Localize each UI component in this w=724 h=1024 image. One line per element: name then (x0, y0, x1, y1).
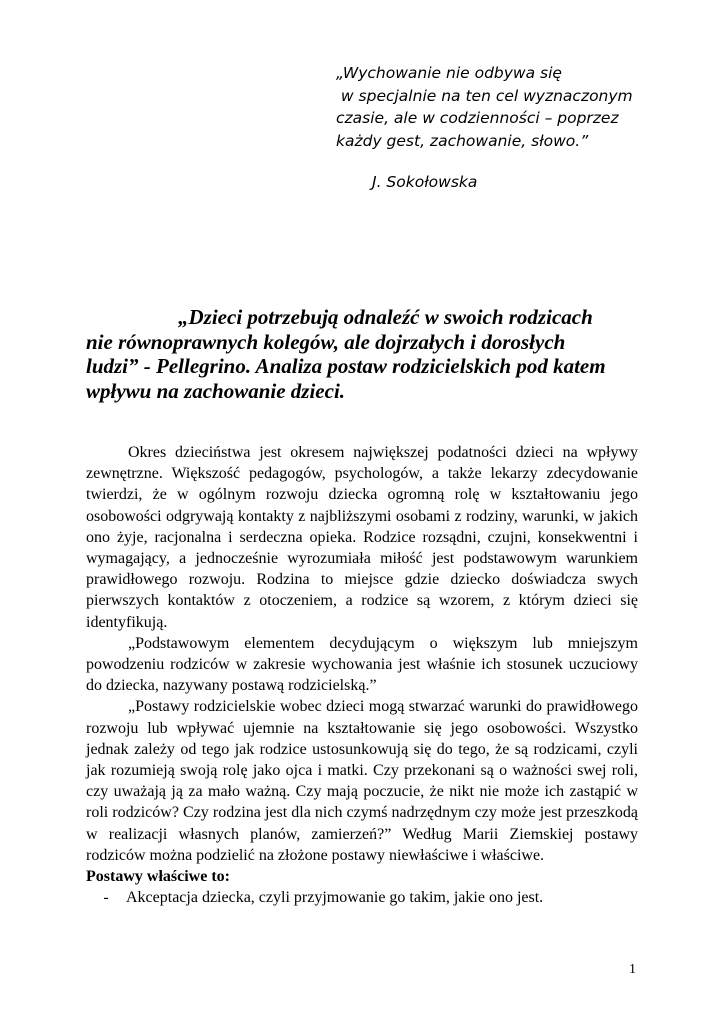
title-line: nie równoprawnych kolegów, ale dojrzałych i dorosłych (86, 329, 566, 354)
paragraph: Okres dzieciństwa jest okresem największej podatności dzieci na wpływy zewnętrzne. Większość pedagogów, psychologów, a także lekarzy zdecydowanie twierdzi, że w ogólnym rozwoju dziecka ogromną rolę w kształtowaniu jego osobowości odgrywają kontakty z najbliższymi osobami z rodziny, warunki, w jakich ono żyje, racjonalna i serdeczna opieka. Rodzice rozsądni, czujni, konsekwentni i wymagający, a jednocześnie wyrozumiała miłość jest podstawowym warunkiem prawidłowego rozwoju. Rodzina to miejsce gdzie dziecko doświadcza swych pierwszych kontaktów z otoczeniem, a rodzice są wzorem, z którym dzieci się identyfikują. (86, 444, 638, 631)
page-number: 1 (629, 962, 636, 977)
epigraph-quote (336, 62, 666, 194)
paragraph: „Postawy rodzicielskie wobec dzieci mogą stwarzać warunki do prawidłowego rozwoju lub wpływać ujemnie na kształtowanie się jego osobowości. Wszystko jednak zależy od tego jak rodzice ustosunkowują się do tego, że są rodzicami, czyli jak rozumieją swoją rolę jako ojca i matki. Czy przekonani są o ważności swej roli, czy uważają ją za mało ważną. Czy mają poczucie, że nikt nie może ich zastąpić w roli rodziców? Czy rodzina jest dla nich czymś nadrzędnym czy może jest przeszkodą w realizacji własnych planów, zamierzeń?” Według Marii Ziemskiej postawy rodziców można podzielić na złożone postawy niewłaściwe i właściwe. (86, 698, 638, 864)
epigraph-line: każdy gest, zachowanie, słowo.” (336, 131, 589, 150)
epigraph-line: w specjalnie na ten cel wyznaczonym (336, 86, 633, 105)
epigraph-line: „Wychowanie nie odbywa się (336, 64, 562, 82)
list-item (86, 887, 638, 908)
section-subheading: Postawy właściwe to: (86, 868, 230, 886)
list-item-text: Akceptacja dziecka, czyli przyjmowanie go takim, jakie ono jest. (126, 889, 544, 907)
title-line: „Dzieci potrzebują odnaleźć w swoich rodzicach (178, 305, 593, 329)
title-line: wpływu na zachowanie dzieci. (86, 378, 346, 403)
epigraph-line: czasie, ale w codzienności – poprzez (336, 109, 619, 127)
title-line: ludzi” - Pellegrino. Analiza postaw rodzicielskich pod katem (86, 354, 606, 378)
list-marker: - (103, 889, 109, 907)
document-title (86, 305, 646, 403)
paragraph: „Podstawowym elementem decydującym o większym lub mniejszym powodzeniu rodziców w zakresie wychowania jest właśnie ich stosunek uczuciowy do dziecka, nazywany postawą rodzicielską.” (86, 634, 638, 695)
epigraph-author: J. Sokołowska (372, 173, 478, 191)
body-text (86, 442, 638, 908)
